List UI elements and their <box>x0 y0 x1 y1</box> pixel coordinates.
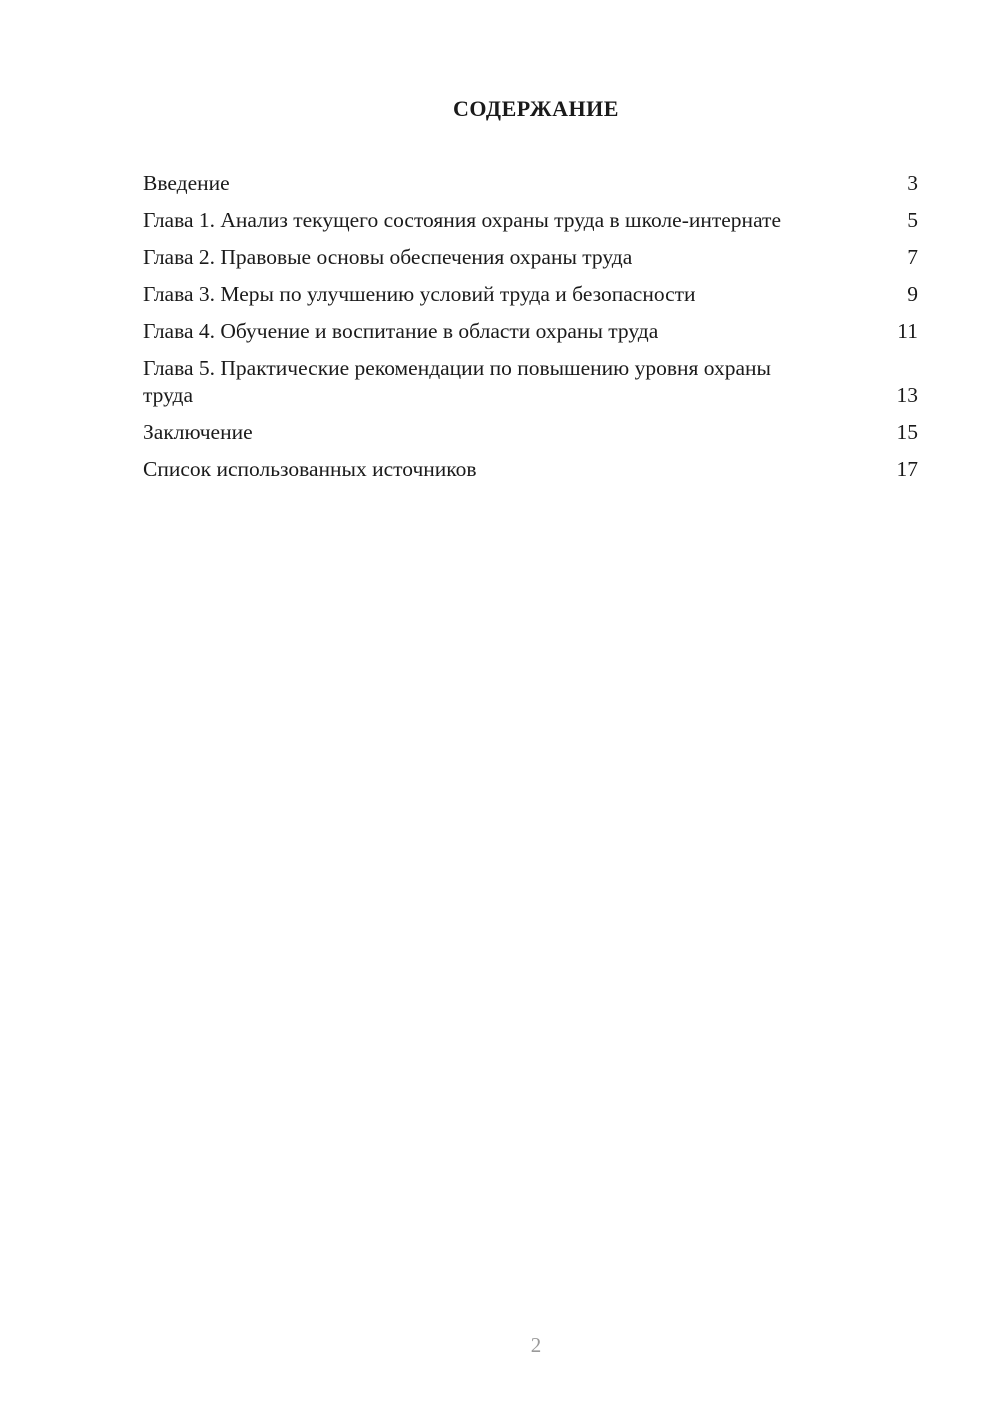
toc-entry-chapter-4[interactable] <box>143 318 918 345</box>
toc-entry-title: Глава 2. Правовые основы обеспечения охраны труда <box>143 245 633 269</box>
toc-entry-chapter-2[interactable] <box>143 244 918 271</box>
toc-entry-page: 9 <box>907 282 918 306</box>
toc-entry-title: Список использованных источников <box>143 457 477 481</box>
toc-entry-page: 3 <box>907 171 918 195</box>
toc-entry-title: Глава 3. Меры по улучшению условий труда и безопасности <box>143 282 696 306</box>
toc-entry-introduction[interactable] <box>143 170 918 197</box>
toc-entry-page: 13 <box>896 383 918 407</box>
toc-entry-title: Заключение <box>143 420 253 444</box>
toc-entry-title: Глава 4. Обучение и воспитание в области охраны труда <box>143 319 659 343</box>
toc-entry-title: Глава 1. Анализ текущего состояния охраны труда в школе-интернате <box>143 208 781 232</box>
page-number: 2 <box>530 1333 542 1357</box>
table-of-contents <box>143 170 918 493</box>
toc-entry-page: 11 <box>897 319 918 343</box>
toc-entry-conclusion[interactable] <box>143 419 918 446</box>
toc-entry-chapter-1[interactable] <box>143 207 918 234</box>
toc-entry-page: 7 <box>907 245 918 269</box>
toc-entry-title: Глава 5. Практические рекомендации по повышению уровня охраны труда <box>143 356 771 407</box>
toc-entry-page: 17 <box>896 457 918 481</box>
toc-entry-page: 5 <box>907 208 918 232</box>
page-title: СОДЕРЖАНИЕ <box>453 96 619 121</box>
toc-entry-title: Введение <box>143 171 230 195</box>
toc-entry-chapter-5[interactable] <box>143 355 918 409</box>
toc-entry-page: 15 <box>896 420 918 444</box>
toc-entry-chapter-3[interactable] <box>143 281 918 308</box>
toc-entry-references[interactable] <box>143 456 918 483</box>
